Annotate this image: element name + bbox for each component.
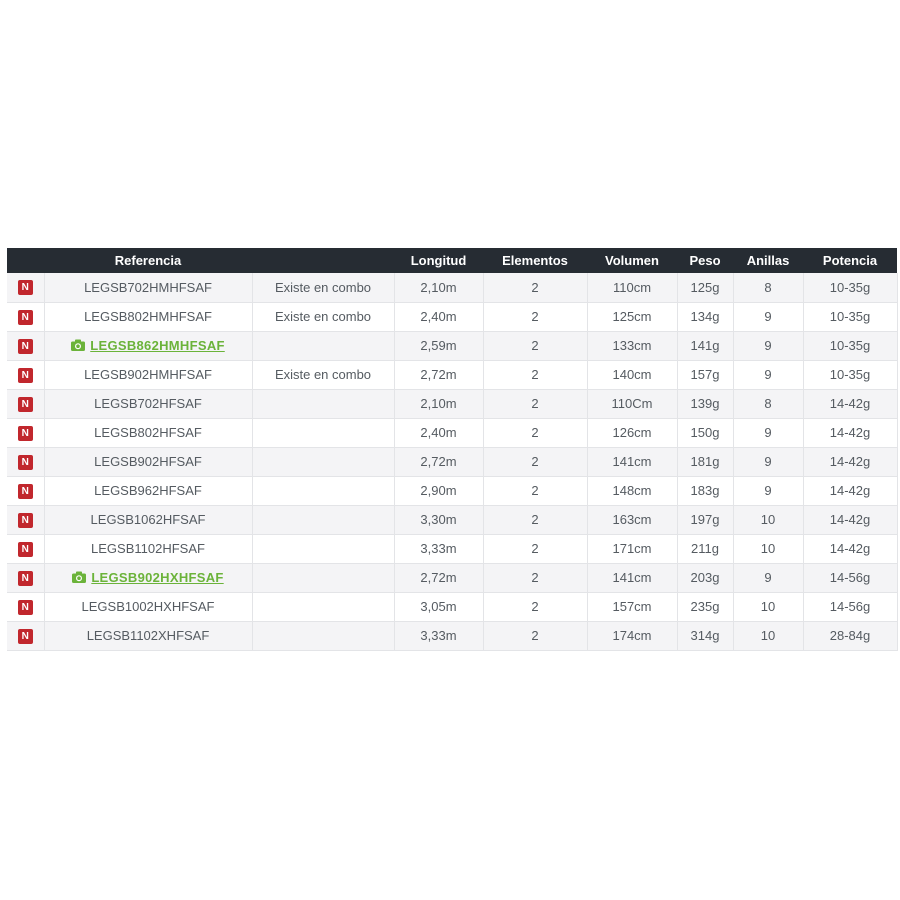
- reference-cell: [44, 476, 252, 505]
- badge-cell: [7, 534, 44, 563]
- elementos-cell: 2: [483, 360, 587, 389]
- badge-cell: [7, 331, 44, 360]
- volumen-cell: 148cm: [587, 476, 677, 505]
- peso-cell: 134g: [677, 302, 733, 331]
- new-badge-icon: N: [18, 629, 33, 644]
- reference-text: LEGSB1102HFSAF: [91, 541, 205, 556]
- badge-cell: [7, 476, 44, 505]
- elementos-cell: 2: [483, 563, 587, 592]
- badge-cell: [7, 447, 44, 476]
- combo-note-cell: [252, 447, 394, 476]
- header-potencia: Potencia: [822, 253, 878, 268]
- camera-icon[interactable]: [72, 571, 86, 583]
- volumen-cell: 140cm: [587, 360, 677, 389]
- reference-text: LEGSB802HMHFSAF: [84, 309, 212, 324]
- new-badge-icon: N: [18, 368, 33, 383]
- reference-cell: [44, 389, 252, 418]
- reference-cell: [44, 563, 252, 592]
- badge-cell: [7, 273, 44, 302]
- volumen-cell: 157cm: [587, 592, 677, 621]
- longitud-cell: 2,72m: [394, 360, 483, 389]
- table-row: [7, 563, 897, 592]
- reference-link[interactable]: LEGSB902HXHFSAF: [91, 570, 224, 585]
- potencia-cell: 10-35g: [803, 331, 897, 360]
- potencia-cell: 14-42g: [803, 534, 897, 563]
- table-body: [7, 273, 897, 650]
- table-row: [7, 360, 897, 389]
- combo-note-cell: [252, 563, 394, 592]
- combo-note-cell: [252, 476, 394, 505]
- peso-cell: 314g: [677, 621, 733, 650]
- header-elementos: Elementos: [502, 253, 568, 268]
- table-row: [7, 273, 897, 302]
- anillas-cell: 9: [733, 360, 803, 389]
- elementos-cell: 2: [483, 389, 587, 418]
- potencia-cell: 28-84g: [803, 621, 897, 650]
- volumen-cell: 126cm: [587, 418, 677, 447]
- elementos-cell: 2: [483, 273, 587, 302]
- potencia-cell: 10-35g: [803, 273, 897, 302]
- table-row: [7, 418, 897, 447]
- longitud-cell: 3,30m: [394, 505, 483, 534]
- peso-cell: 181g: [677, 447, 733, 476]
- badge-cell: [7, 389, 44, 418]
- camera-icon[interactable]: [71, 339, 85, 351]
- anillas-cell: 10: [733, 534, 803, 563]
- peso-cell: 211g: [677, 534, 733, 563]
- reference-text: LEGSB962HFSAF: [94, 483, 202, 498]
- new-badge-icon: N: [18, 455, 33, 470]
- elementos-cell: 2: [483, 534, 587, 563]
- volumen-cell: 163cm: [587, 505, 677, 534]
- header-referencia: Referencia: [114, 253, 182, 268]
- anillas-cell: 9: [733, 563, 803, 592]
- new-badge-icon: N: [18, 600, 33, 615]
- header-peso: Peso: [689, 253, 721, 268]
- anillas-cell: 10: [733, 621, 803, 650]
- volumen-cell: 141cm: [587, 447, 677, 476]
- badge-cell: [7, 621, 44, 650]
- elementos-cell: 2: [483, 447, 587, 476]
- badge-cell: [7, 360, 44, 389]
- volumen-cell: 110Cm: [587, 389, 677, 418]
- combo-note-cell: [252, 534, 394, 563]
- header-longitud: Longitud: [410, 253, 467, 268]
- reference-text: LEGSB1002HXHFSAF: [81, 599, 215, 614]
- potencia-cell: 14-42g: [803, 505, 897, 534]
- new-badge-icon: N: [18, 426, 33, 441]
- new-badge-icon: N: [18, 484, 33, 499]
- badge-cell: [7, 505, 44, 534]
- peso-cell: 197g: [677, 505, 733, 534]
- longitud-cell: 2,72m: [394, 563, 483, 592]
- reference-text: LEGSB702HFSAF: [94, 396, 202, 411]
- potencia-cell: 10-35g: [803, 302, 897, 331]
- potencia-cell: 14-42g: [803, 389, 897, 418]
- combo-note-cell: Existe en combo: [252, 273, 394, 302]
- badge-cell: [7, 302, 44, 331]
- anillas-cell: 9: [733, 447, 803, 476]
- combo-note-cell: Existe en combo: [252, 302, 394, 331]
- table-row: [7, 331, 897, 360]
- anillas-cell: 8: [733, 273, 803, 302]
- table-row: [7, 592, 897, 621]
- reference-link[interactable]: LEGSB862HMHFSAF: [90, 338, 225, 353]
- table-row: [7, 389, 897, 418]
- anillas-cell: 9: [733, 331, 803, 360]
- elementos-cell: 2: [483, 331, 587, 360]
- potencia-cell: 14-42g: [803, 447, 897, 476]
- longitud-cell: 2,72m: [394, 447, 483, 476]
- badge-cell: [7, 592, 44, 621]
- potencia-cell: 14-56g: [803, 563, 897, 592]
- peso-cell: 150g: [677, 418, 733, 447]
- reference-cell: [44, 505, 252, 534]
- reference-cell: [44, 302, 252, 331]
- potencia-cell: 14-42g: [803, 418, 897, 447]
- new-badge-icon: N: [18, 542, 33, 557]
- header-anillas: Anillas: [746, 253, 790, 268]
- table-row: [7, 505, 897, 534]
- longitud-cell: 2,10m: [394, 389, 483, 418]
- reference-text: LEGSB802HFSAF: [94, 425, 202, 440]
- longitud-cell: 3,33m: [394, 621, 483, 650]
- peso-cell: 125g: [677, 273, 733, 302]
- reference-cell: [44, 360, 252, 389]
- product-table-container: [7, 248, 897, 651]
- potencia-cell: 10-35g: [803, 360, 897, 389]
- peso-cell: 203g: [677, 563, 733, 592]
- volumen-cell: 133cm: [587, 331, 677, 360]
- header-volumen: Volumen: [605, 253, 659, 268]
- table-row: [7, 476, 897, 505]
- table-row: [7, 302, 897, 331]
- elementos-cell: 2: [483, 418, 587, 447]
- header-note: [252, 248, 394, 273]
- potencia-cell: 14-56g: [803, 592, 897, 621]
- reference-cell: [44, 331, 252, 360]
- reference-cell: [44, 447, 252, 476]
- reference-text: LEGSB1062HFSAF: [90, 512, 206, 527]
- reference-text: LEGSB702HMHFSAF: [84, 279, 212, 295]
- longitud-cell: 3,33m: [394, 534, 483, 563]
- new-badge-icon: N: [18, 310, 33, 325]
- peso-cell: 183g: [677, 476, 733, 505]
- anillas-cell: 10: [733, 505, 803, 534]
- table-row: [7, 534, 897, 563]
- table-header-row: [7, 248, 897, 273]
- volumen-cell: 110cm: [587, 273, 677, 302]
- product-specs-table: [7, 248, 898, 651]
- reference-cell: [44, 534, 252, 563]
- anillas-cell: 8: [733, 389, 803, 418]
- combo-note-cell: [252, 331, 394, 360]
- longitud-cell: 2,10m: [394, 273, 483, 302]
- new-badge-icon: N: [18, 339, 33, 354]
- peso-cell: 157g: [677, 360, 733, 389]
- combo-note-cell: [252, 418, 394, 447]
- anillas-cell: 9: [733, 418, 803, 447]
- longitud-cell: 2,40m: [394, 418, 483, 447]
- peso-cell: 139g: [677, 389, 733, 418]
- elementos-cell: 2: [483, 302, 587, 331]
- anillas-cell: 9: [733, 302, 803, 331]
- new-badge-icon: N: [18, 513, 33, 528]
- badge-cell: [7, 418, 44, 447]
- reference-cell: [44, 592, 252, 621]
- volumen-cell: 141cm: [587, 563, 677, 592]
- reference-text: LEGSB1102XHFSAF: [86, 628, 210, 643]
- volumen-cell: 171cm: [587, 534, 677, 563]
- peso-cell: 235g: [677, 592, 733, 621]
- volumen-cell: 174cm: [587, 621, 677, 650]
- peso-cell: 141g: [677, 331, 733, 360]
- longitud-cell: 2,59m: [394, 331, 483, 360]
- longitud-cell: 2,90m: [394, 476, 483, 505]
- table-row: [7, 447, 897, 476]
- combo-note-cell: [252, 505, 394, 534]
- reference-text: LEGSB902HMHFSAF: [84, 367, 212, 382]
- combo-note-cell: [252, 592, 394, 621]
- reference-cell: [44, 273, 252, 302]
- new-badge-icon: N: [18, 280, 33, 295]
- elementos-cell: 2: [483, 592, 587, 621]
- reference-cell: [44, 418, 252, 447]
- potencia-cell: 14-42g: [803, 476, 897, 505]
- new-badge-icon: N: [18, 571, 33, 586]
- anillas-cell: 10: [733, 592, 803, 621]
- elementos-cell: 2: [483, 505, 587, 534]
- combo-note-cell: Existe en combo: [252, 360, 394, 389]
- combo-note-cell: [252, 621, 394, 650]
- badge-cell: [7, 563, 44, 592]
- reference-text: LEGSB902HFSAF: [94, 454, 202, 469]
- elementos-cell: 2: [483, 621, 587, 650]
- table-row: [7, 621, 897, 650]
- header-badge: [7, 248, 44, 273]
- anillas-cell: 9: [733, 476, 803, 505]
- new-badge-icon: N: [18, 397, 33, 412]
- longitud-cell: 2,40m: [394, 302, 483, 331]
- reference-cell: [44, 621, 252, 650]
- longitud-cell: 3,05m: [394, 592, 483, 621]
- combo-note-cell: [252, 389, 394, 418]
- elementos-cell: 2: [483, 476, 587, 505]
- volumen-cell: 125cm: [587, 302, 677, 331]
